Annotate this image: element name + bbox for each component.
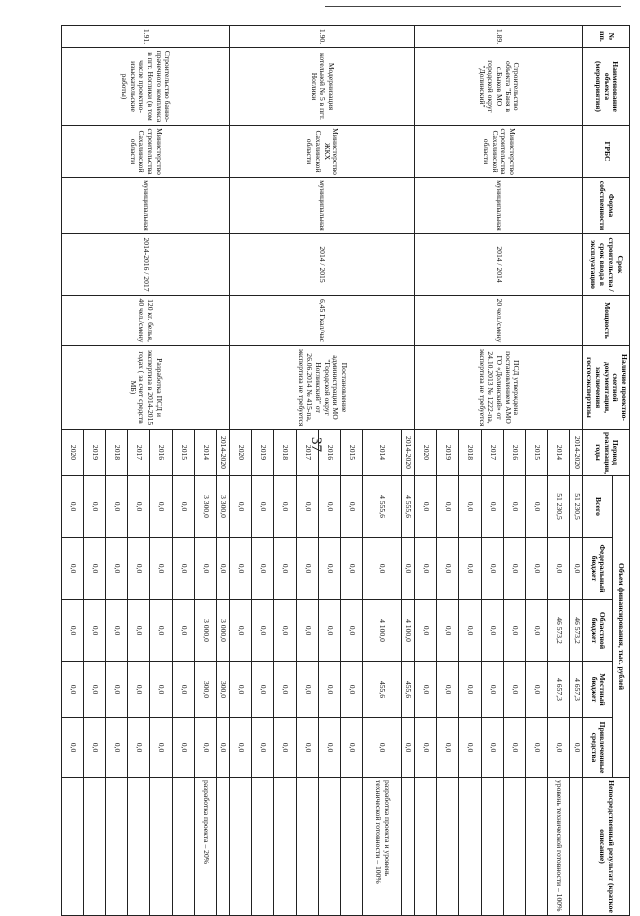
- cell-local: 0,0: [459, 662, 481, 718]
- summary-result: [217, 778, 230, 916]
- header-grbs: ГРБС: [583, 126, 630, 178]
- summary-total: 51 230,5: [570, 476, 583, 538]
- cell-regional: 0,0: [150, 600, 172, 662]
- cell-result: [230, 778, 252, 916]
- cell-federal: 0,0: [230, 538, 252, 600]
- summary-local: 4 657,3: [570, 662, 583, 718]
- cell-local: 0,0: [230, 662, 252, 718]
- cell-total: 0,0: [61, 476, 83, 538]
- cell-result: [150, 778, 172, 916]
- cell-total: 51 230,5: [548, 476, 570, 538]
- cell-total: 0,0: [296, 476, 318, 538]
- header-funding-group: Объем финансирования, тыс. рублей: [613, 476, 630, 778]
- cell-local: 0,0: [172, 662, 194, 718]
- cell-total: 4 555,6: [363, 476, 402, 538]
- cell-ownership: муниципальная: [230, 178, 415, 234]
- cell-attracted: 0,0: [526, 718, 548, 778]
- cell-local: 0,0: [252, 662, 274, 718]
- header-total: Всего: [583, 476, 613, 538]
- summary-total: 4 555,6: [401, 476, 414, 538]
- cell-local: 0,0: [503, 662, 525, 718]
- cell-num: 1.90.: [230, 26, 415, 48]
- cell-result: [459, 778, 481, 916]
- cell-year: 2018: [459, 430, 481, 476]
- cell-local: 0,0: [414, 662, 436, 718]
- cell-year: 2015: [526, 430, 548, 476]
- cell-year: 2020: [414, 430, 436, 476]
- cell-total: 0,0: [318, 476, 340, 538]
- summary-period: 2014-2020: [401, 430, 414, 476]
- cell-year: 2017: [296, 430, 318, 476]
- cell-regional: 0,0: [526, 600, 548, 662]
- cell-federal: 0,0: [150, 538, 172, 600]
- cell-total: 0,0: [230, 476, 252, 538]
- cell-regional: 0,0: [318, 600, 340, 662]
- cell-attracted: 0,0: [341, 718, 363, 778]
- cell-name: Модернизация котельной № 5 в пгт. Ноглики: [230, 48, 415, 126]
- summary-local: 300,0: [217, 662, 230, 718]
- cell-result: [318, 778, 340, 916]
- cell-local: 0,0: [318, 662, 340, 718]
- cell-regional: 0,0: [61, 600, 83, 662]
- cell-total: 0,0: [128, 476, 150, 538]
- cell-year: 2019: [252, 430, 274, 476]
- summary-attracted: 0,0: [217, 718, 230, 778]
- cell-attracted: 0,0: [252, 718, 274, 778]
- cell-year: 2016: [503, 430, 525, 476]
- cell-ownership: муниципальная: [61, 178, 229, 234]
- header-federal: Федеральный бюджет: [583, 538, 613, 600]
- summary-row: [570, 26, 583, 916]
- cell-attracted: 0,0: [296, 718, 318, 778]
- cell-capacity: 20 чел./смену: [414, 296, 582, 346]
- cell-regional: 0,0: [230, 600, 252, 662]
- cell-total: 0,0: [503, 476, 525, 538]
- cell-local: 0,0: [150, 662, 172, 718]
- cell-regional: 0,0: [414, 600, 436, 662]
- cell-attracted: 0,0: [459, 718, 481, 778]
- cell-ownership: муниципальная: [414, 178, 582, 234]
- cell-attracted: 0,0: [150, 718, 172, 778]
- cell-total: 0,0: [341, 476, 363, 538]
- summary-regional: 3 000,0: [217, 600, 230, 662]
- cell-regional: 0,0: [106, 600, 128, 662]
- header-num: № пп.: [583, 26, 630, 48]
- cell-result: [128, 778, 150, 916]
- cell-federal: 0,0: [414, 538, 436, 600]
- cell-result: уровень технической готовности – 100%: [548, 778, 570, 916]
- cell-federal: 0,0: [252, 538, 274, 600]
- summary-period: 2014-2020: [570, 430, 583, 476]
- cell-year: 2016: [318, 430, 340, 476]
- cell-regional: 0,0: [481, 600, 503, 662]
- cell-regional: 0,0: [83, 600, 105, 662]
- summary-period: 2014-2020: [217, 430, 230, 476]
- cell-federal: 0,0: [172, 538, 194, 600]
- cell-federal: 0,0: [341, 538, 363, 600]
- cell-capacity: 120 кг. белья, 40 чел./смену: [61, 296, 229, 346]
- cell-attracted: 0,0: [106, 718, 128, 778]
- summary-row: [217, 26, 230, 916]
- cell-grbs: Министерство строительства Сахалинской области: [61, 126, 229, 178]
- funding-table: [61, 25, 630, 916]
- cell-grbs: Министерство ЖКХ Сахалинской области: [230, 126, 415, 178]
- summary-attracted: 0,0: [401, 718, 414, 778]
- cell-regional: 0,0: [437, 600, 459, 662]
- cell-federal: 0,0: [481, 538, 503, 600]
- summary-federal: 0,0: [570, 538, 583, 600]
- cell-total: 0,0: [414, 476, 436, 538]
- cell-local: 0,0: [83, 662, 105, 718]
- top-rule: [325, 6, 621, 7]
- cell-local: 4 657,3: [548, 662, 570, 718]
- cell-federal: 0,0: [128, 538, 150, 600]
- cell-attracted: 0,0: [194, 718, 216, 778]
- cell-result: [252, 778, 274, 916]
- cell-total: 0,0: [526, 476, 548, 538]
- summary-row: [401, 26, 414, 916]
- cell-term: 2014-2016 / 2017: [61, 234, 229, 296]
- cell-federal: 0,0: [83, 538, 105, 600]
- cell-federal: 0,0: [61, 538, 83, 600]
- cell-federal: 0,0: [437, 538, 459, 600]
- summary-regional: 46 573,2: [570, 600, 583, 662]
- cell-attracted: 0,0: [548, 718, 570, 778]
- cell-regional: 46 573,2: [548, 600, 570, 662]
- cell-docs: Постановление администрации МО "Городской округ Ногликский" от 26.06.2014 № 415-па, экспертиза не требуется: [230, 346, 415, 430]
- cell-federal: 0,0: [363, 538, 402, 600]
- cell-local: 455,6: [363, 662, 402, 718]
- cell-result: [83, 778, 105, 916]
- summary-federal: 0,0: [401, 538, 414, 600]
- cell-regional: 0,0: [274, 600, 296, 662]
- cell-total: 0,0: [437, 476, 459, 538]
- cell-federal: 0,0: [318, 538, 340, 600]
- cell-regional: 0,0: [172, 600, 194, 662]
- cell-federal: 0,0: [548, 538, 570, 600]
- summary-result: [570, 778, 583, 916]
- cell-federal: 0,0: [296, 538, 318, 600]
- cell-attracted: 0,0: [481, 718, 503, 778]
- cell-year: 2017: [481, 430, 503, 476]
- cell-federal: 0,0: [106, 538, 128, 600]
- cell-total: 0,0: [172, 476, 194, 538]
- cell-year: 2015: [172, 430, 194, 476]
- header-docs: Наличие проектно-сметной документации, заключения госгосэкспертизы: [583, 346, 630, 430]
- cell-result: [526, 778, 548, 916]
- cell-attracted: 0,0: [363, 718, 402, 778]
- header-local: Местный бюджет: [583, 662, 613, 718]
- cell-local: 0,0: [296, 662, 318, 718]
- cell-year: 2020: [230, 430, 252, 476]
- cell-attracted: 0,0: [172, 718, 194, 778]
- cell-attracted: 0,0: [230, 718, 252, 778]
- table-body: [61, 26, 583, 916]
- cell-total: 0,0: [106, 476, 128, 538]
- cell-year: 2017: [128, 430, 150, 476]
- cell-attracted: 0,0: [414, 718, 436, 778]
- cell-attracted: 0,0: [503, 718, 525, 778]
- cell-year: 2014: [194, 430, 216, 476]
- cell-attracted: 0,0: [83, 718, 105, 778]
- cell-grbs: Министерство строительства Сахалинской области: [414, 126, 582, 178]
- cell-attracted: 0,0: [61, 718, 83, 778]
- cell-total: 0,0: [150, 476, 172, 538]
- cell-regional: 4 100,0: [363, 600, 402, 662]
- cell-total: 0,0: [274, 476, 296, 538]
- cell-total: 0,0: [83, 476, 105, 538]
- cell-total: 0,0: [252, 476, 274, 538]
- cell-result: [503, 778, 525, 916]
- cell-result: [61, 778, 83, 916]
- cell-local: 300,0: [194, 662, 216, 718]
- cell-year: 2020: [61, 430, 83, 476]
- cell-local: 0,0: [106, 662, 128, 718]
- cell-result: [341, 778, 363, 916]
- cell-federal: 0,0: [459, 538, 481, 600]
- summary-total: 3 300,0: [217, 476, 230, 538]
- header-capacity: Мощность: [583, 296, 630, 346]
- cell-term: 2014 / 2014: [414, 234, 582, 296]
- cell-attracted: 0,0: [128, 718, 150, 778]
- cell-local: 0,0: [437, 662, 459, 718]
- header-period: Период реализации, годы: [583, 430, 630, 476]
- cell-year: 2014: [548, 430, 570, 476]
- summary-federal: 0,0: [217, 538, 230, 600]
- cell-name: Строительство банно-прачечного комплекса в пгт. Ноглики (в том числе проектно-изыскательские работы): [61, 48, 229, 126]
- cell-attracted: 0,0: [437, 718, 459, 778]
- summary-result: [401, 778, 414, 916]
- cell-docs: Разработка ПСД и экспертиза в 2014-2015 годах ( за счет средств МБ): [61, 346, 229, 430]
- page-number: 37: [308, 437, 324, 452]
- cell-regional: 0,0: [341, 600, 363, 662]
- rotated-table-container: [68, 25, 630, 913]
- cell-local: 0,0: [61, 662, 83, 718]
- cell-term: 2014 / 2015: [230, 234, 415, 296]
- cell-regional: 0,0: [296, 600, 318, 662]
- cell-result: [296, 778, 318, 916]
- cell-result: разработка проекта – 20%: [194, 778, 216, 916]
- summary-local: 455,6: [401, 662, 414, 718]
- cell-year: 2018: [274, 430, 296, 476]
- cell-num: 1.89.: [414, 26, 582, 48]
- cell-year: 2018: [106, 430, 128, 476]
- cell-year: 2019: [83, 430, 105, 476]
- cell-result: [106, 778, 128, 916]
- cell-total: 0,0: [459, 476, 481, 538]
- cell-year: 2019: [437, 430, 459, 476]
- header-regional: Областной бюджет: [583, 600, 613, 662]
- cell-name: Строительство объекта "Баня в с.Быков МО городской округ "Долинский": [414, 48, 582, 126]
- cell-total: 0,0: [481, 476, 503, 538]
- cell-num: 1.91.: [61, 26, 229, 48]
- cell-result: [481, 778, 503, 916]
- header-term: Срок строительства / срок ввода в эксплуатацию: [583, 234, 630, 296]
- cell-attracted: 0,0: [318, 718, 340, 778]
- header-ownership: Форма собственности: [583, 178, 630, 234]
- cell-regional: 3 000,0: [194, 600, 216, 662]
- cell-result: [437, 778, 459, 916]
- cell-result: [414, 778, 436, 916]
- header-name: Наименование объекта (мероприятия): [583, 48, 630, 126]
- cell-local: 0,0: [526, 662, 548, 718]
- cell-local: 0,0: [128, 662, 150, 718]
- summary-attracted: 0,0: [570, 718, 583, 778]
- cell-federal: 0,0: [194, 538, 216, 600]
- cell-local: 0,0: [481, 662, 503, 718]
- header-attracted: Привлеченные средства: [583, 718, 613, 778]
- summary-regional: 4 100,0: [401, 600, 414, 662]
- cell-result: разработка проекта и уровень технической готовности – 100%: [363, 778, 402, 916]
- header-result: Непосредственный результат (краткое описание): [583, 778, 630, 916]
- cell-regional: 0,0: [252, 600, 274, 662]
- cell-attracted: 0,0: [274, 718, 296, 778]
- cell-result: [274, 778, 296, 916]
- cell-federal: 0,0: [526, 538, 548, 600]
- cell-federal: 0,0: [503, 538, 525, 600]
- cell-year: 2016: [150, 430, 172, 476]
- cell-regional: 0,0: [459, 600, 481, 662]
- cell-federal: 0,0: [274, 538, 296, 600]
- cell-capacity: 6,45 Гкал/час: [230, 296, 415, 346]
- cell-year: 2014: [363, 430, 402, 476]
- cell-local: 0,0: [274, 662, 296, 718]
- cell-local: 0,0: [341, 662, 363, 718]
- cell-docs: ПСД утверждена постановлением АМО ГО «Долинский» от 24.10.2013 № 1222-па, экспертиза не требуется: [414, 346, 582, 430]
- cell-regional: 0,0: [503, 600, 525, 662]
- cell-year: 2015: [341, 430, 363, 476]
- cell-total: 3 300,0: [194, 476, 216, 538]
- cell-result: [172, 778, 194, 916]
- cell-regional: 0,0: [128, 600, 150, 662]
